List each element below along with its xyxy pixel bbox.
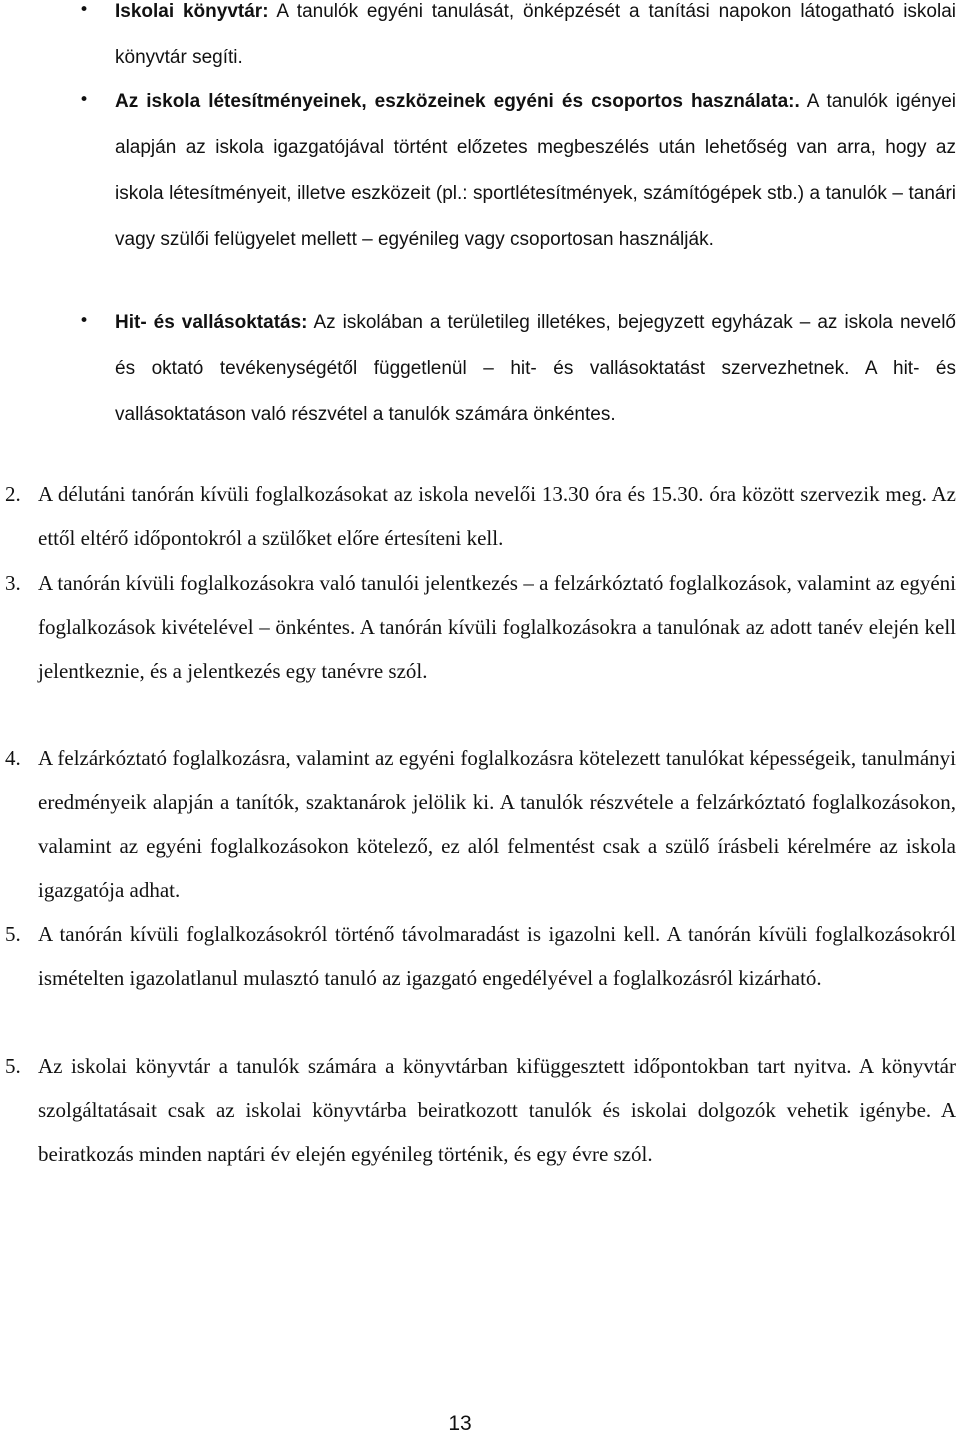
item-number: 2. xyxy=(5,482,21,506)
numbered-item-absence: A tanórán kívüli foglalkozásokról történő távolmaradást is igazolni kell. A tanórán kívüli foglalkozásokról ismételten igazolatlanul mulasztó tanuló az igazgató engedélyével a foglalkozásról kizárható. xyxy=(38,922,956,990)
bullet-term: Hit- és vallásoktatás: xyxy=(115,312,308,333)
item-number: 3. xyxy=(5,571,21,595)
bullet-marker: • xyxy=(79,0,90,20)
bullet-marker: • xyxy=(79,311,90,331)
page-number: 13 xyxy=(448,1412,472,1435)
bullet-item-facilities xyxy=(115,78,956,262)
bullet-text: A tanulók egyéni tanulását, önképzését a tanítási napokon látogatható iskolai könyvtár segíti. xyxy=(115,1,956,68)
bullet-item-religion xyxy=(115,299,956,437)
bullet-term: Iskolai könyvtár: xyxy=(115,1,269,22)
numbered-item-library-hours: Az iskolai könyvtár a tanulók számára a könyvtárban kifüggesztett időpontokban tart nyitva. A könyvtár szolgáltatásait csak az iskolai könyvtárba beiratkozott tanulók és iskolai dolgozók vehetik igénybe. A beiratkozás minden naptári év elején egyénileg történik, és egy évre szól. xyxy=(38,1054,956,1166)
bullet-marker: • xyxy=(79,90,90,110)
numbered-item-afternoon: A délutáni tanórán kívüli foglalkozásokat az iskola nevelői 13.30 óra és 15.30. óra között szervezik meg. Az ettől eltérő időpontokról a szülőket előre értesíteni kell. xyxy=(38,482,956,550)
item-number: 5. xyxy=(5,922,21,946)
item-number: 5. xyxy=(5,1054,21,1078)
bullet-item-library xyxy=(115,0,956,80)
numbered-item-registration: A tanórán kívüli foglalkozásokra való tanulói jelentkezés – a felzárkóztató foglalkozások, valamint az egyéni foglalkozások kivételével – önkéntes. A tanórán kívüli foglalkozásokra a tanulónak az adott tanév elején kell jelentkeznie, és a jelentkezés egy tanévre szól. xyxy=(38,571,956,683)
bullet-text: Az iskolában a területileg illetékes, bejegyzett egyházak – az iskola nevelő és oktató tevékenységétől függetlenül – hit- és vallásoktatást szervezhetnek. A hit- és vallásoktatáson való részvétel a tanulók számára önkéntes. xyxy=(115,312,956,425)
numbered-item-catchup: A felzárkóztató foglalkozásra, valamint az egyéni foglalkozásra kötelezett tanulókat képességeik, tanulmányi eredményeik alapján a tanítók, szaktanárok jelölik ki. A tanulók részvétele a felzárkóztató foglalkozásokon, valamint az egyéni foglalkozásokon kötelező, ez alól felmentést csak a szülő írásbeli kérelmére az iskola igazgatója adhat. xyxy=(38,746,956,902)
bullet-term: Az iskola létesítményeinek, eszközeinek egyéni és csoportos használata:. xyxy=(115,91,800,112)
bullet-text: A tanulók igényei alapján az iskola igazgatójával történt előzetes megbeszélés után lehetőség van arra, hogy az iskola létesítményeit, illetve eszközeit (pl.: sportlétesítmények, számítógépek stb.) a tanulók – tanári vagy szülői felügyelet mellett – egyénileg vagy csoportosan használják. xyxy=(115,91,956,250)
item-number: 4. xyxy=(5,746,21,770)
